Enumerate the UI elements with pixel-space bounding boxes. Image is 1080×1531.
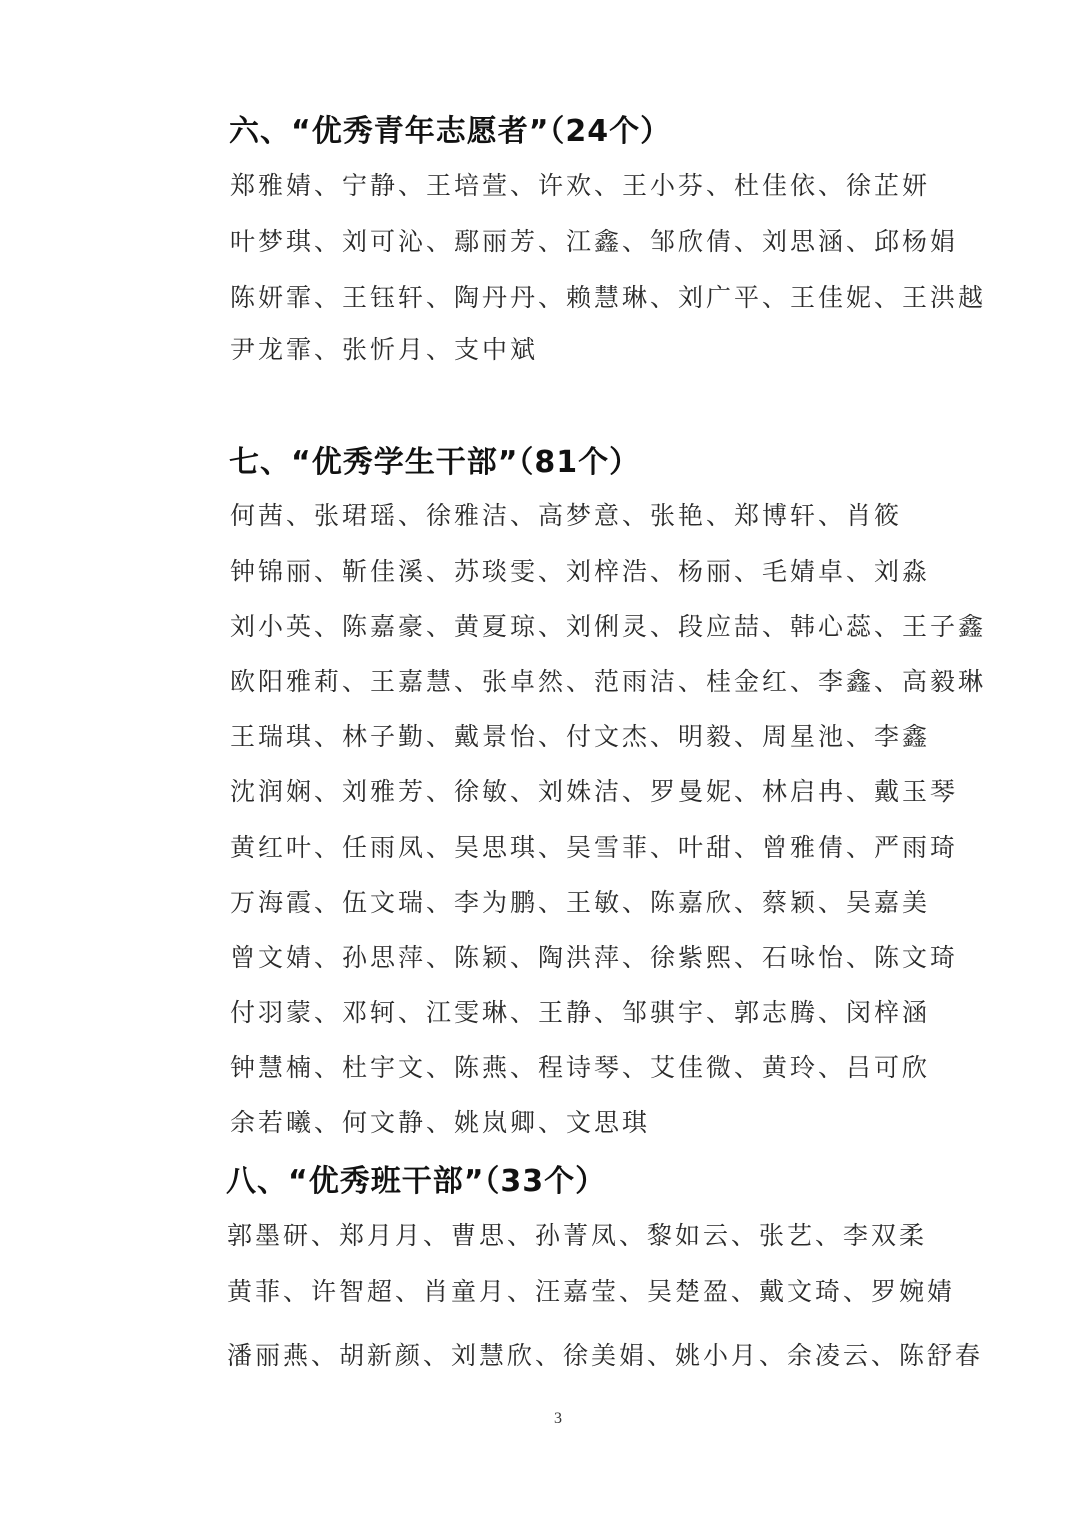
name-list-line: 刘小英、陈嘉豪、黄夏琼、刘俐灵、段应喆、韩心蕊、王子鑫 (230, 612, 987, 641)
name-list-line: 万海霞、伍文瑞、李为鹏、王敏、陈嘉欣、蔡颖、吴嘉美 (230, 888, 931, 917)
name-list-line: 尹龙霏、张忻月、支中斌 (230, 335, 539, 364)
name-list-line: 钟锦丽、靳佳溪、苏琰雯、刘梓浩、杨丽、毛婧卓、刘淼 (230, 557, 931, 586)
name-list-line: 曾文婧、孙思萍、陈颖、陶洪萍、徐紫熙、石咏怡、陈文琦 (230, 943, 959, 972)
name-list-line: 陈妍霏、王钰轩、陶丹丹、赖慧琳、刘广平、王佳妮、王洪越 (230, 283, 987, 312)
name-list-line: 钟慧楠、杜宇文、陈燕、程诗琴、艾佳微、黄玲、吕可欣 (230, 1053, 931, 1082)
name-list-line: 黄红叶、任雨凤、吴思琪、吴雪菲、叶甜、曾雅倩、严雨琦 (230, 833, 959, 862)
name-list-line: 郑雅婧、宁静、王培萱、许欢、王小芬、杜佳依、徐芷妍 (230, 171, 931, 200)
name-list-line: 沈润娴、刘雅芳、徐敏、刘姝洁、罗曼妮、林启冉、戴玉琴 (230, 777, 959, 806)
page-number: 3 (554, 1410, 562, 1427)
name-list-line: 付羽蒙、邓轲、江雯琳、王静、邹骐宇、郭志腾、闵梓涵 (230, 998, 931, 1027)
name-list-line: 叶梦琪、刘可沁、鄢丽芳、江鑫、邹欣倩、刘思涵、邱杨娟 (230, 227, 959, 256)
name-list-line: 欧阳雅莉、王嘉慧、张卓然、范雨洁、桂金红、李鑫、高毅琳 (230, 667, 987, 696)
name-list-line: 王瑞琪、林子勤、戴景怡、付文杰、明毅、周星池、李鑫 (230, 722, 931, 751)
name-list-line: 潘丽燕、胡新颜、刘慧欣、徐美娟、姚小月、余凌云、陈舒春 (227, 1341, 984, 1370)
section-heading-7: 七、“优秀学生干部”（81个） (229, 445, 641, 480)
name-list-line: 何茜、张珺瑶、徐雅洁、高梦意、张艳、郑博轩、肖筱 (230, 501, 903, 530)
section-heading-8: 八、“优秀班干部”（33个） (226, 1164, 607, 1199)
name-list-line: 郭墨研、郑月月、曹思、孙菁凤、黎如云、张艺、李双柔 (227, 1221, 928, 1250)
name-list-line: 余若曦、何文静、姚岚卿、文思琪 (230, 1108, 651, 1137)
name-list-line: 黄菲、许智超、肖童月、汪嘉莹、吴楚盈、戴文琦、罗婉婧 (227, 1277, 956, 1306)
section-heading-6: 六、“优秀青年志愿者”（24个） (229, 114, 672, 149)
